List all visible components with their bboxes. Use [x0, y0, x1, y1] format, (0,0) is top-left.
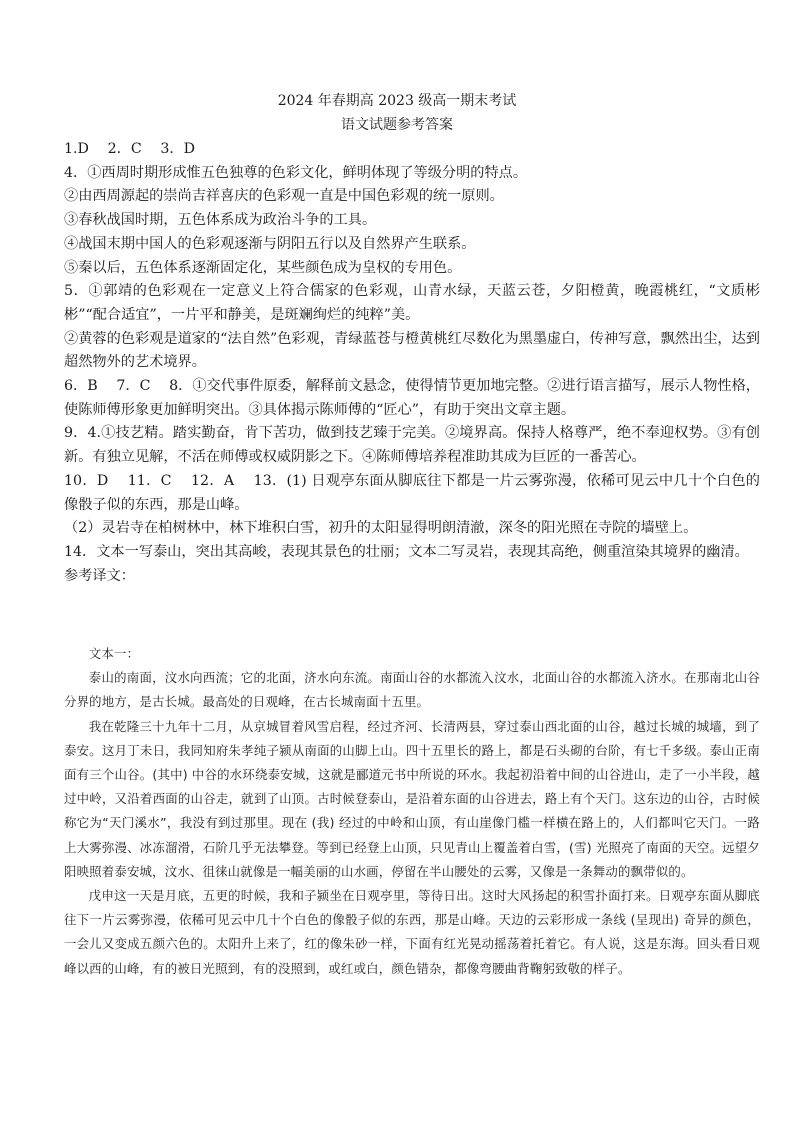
exam-title: 2024 年春期高 2023 级高一期末考试: [277, 93, 517, 109]
translation-paragraph: 戊申这一天是月底，五更的时候，我和子颍坐在日观亭里，等待日出。这时大风扬起的积雪扑面打来。日观亭东面从脚底往下一片云雾弥漫，依稀可见云中几十个白色的像骰子似的东西，那是山峰。天边的云彩形成一条线 (呈现出) 奇异的颜色，一会儿又变成五颜六色的。太阳升上来了，红的像朱砂一样，下面有红光晃动摇荡着托着它。有人说，这是东海。回头看日观峰以西的山峰，有的被日光照到，有的没照到，或红或白，颜色错杂，都像弯腰曲背鞠躬致敬的样子。: [64, 888, 760, 976]
translation-paragraph: 泰山的南面，汶水向西流；它的北面，济水向东流。南面山谷的水都流入汶水，北面山谷的水都流入济水。在那南北山谷分界的地方，是古长城。最高处的日观峰，在古长城南面十五里。: [64, 670, 760, 710]
answer-line-5-2: ②黄蓉的色彩观是道家的“法自然”色彩观，青绿蓝苍与橙黄桃红尽数化为黑墨虚白，传神写意，飘然出尘，达到超然物外的艺术境界。: [64, 330, 760, 371]
answer-key-subtitle: 语文试题参考答案: [341, 117, 453, 133]
reference-translation: [64, 642, 760, 981]
answer-line-9: 9．4.①技艺精。踏实勤奋，肯下苦功，做到技艺臻于完美。②境界高。保持人格尊严，绝不奉迎权势。③有创新。有独立见解，不活在师傅或权威阴影之下。④陈师傅培养程准助其成为巨匠的一番苦心。: [64, 425, 760, 466]
translation-text-label: 文本一：: [88, 646, 140, 661]
answer-line-14: 14．文本一写泰山，突出其高峻，表现其景色的壮丽；文本二写灵岩，表现其高绝，侧重渲染其境界的幽清。: [64, 543, 749, 560]
translation-paragraph: 我在乾隆三十九年十二月，从京城冒着风雪启程，经过齐河、长清两县，穿过泰山西北面的山谷，越过长城的城墙，到了泰安。这月丁未日，我同知府朱孝纯子颍从南面的山脚上山。四十五里长的路上，都是石头砌的台阶，有七千多级。泰山正南面有三个山谷。(其中) 中谷的水环绕泰安城，这就是郦道元书中所说的环水。我起初沿着中间的山谷进山，走了一小半段，越过中岭，又沿着西面的山谷走，就到了山顶。古时候登泰山，是沿着东面的山谷进去，路上有个天门。这东边的山谷，古时候称它为“天门溪水”，我没有到过那里。现在 (我) 经过的中岭和山顶，有山崖像门槛一样横在路上的，人们都叫它天门。一路上大雾弥漫、冰冻溜滑，石阶几乎无法攀登。等到已经登上山顶，只见青山上覆盖着白雪，(雪) 光照亮了南面的天空。远望夕阳映照着泰安城，汶水、徂徕山就像是一幅美丽的山水画，停留在半山腰处的云雾，又像是一条舞动的飘带似的。: [64, 718, 760, 879]
answer-line-4-5: ⑤秦以后，五色体系逐渐固定化，某些颜色成为皇权的专用色。: [64, 259, 462, 276]
answer-line-10-13: 10．D 11．C 12．A 13．(1) 日观亭东面从脚底往下都是一片云雾弥漫，依稀可见云中几十个白色的像骰子似的东西，那是山峰。: [64, 472, 760, 513]
answer-line-4-1: 4．①西周时期形成惟五色独尊的色彩文化，鲜明体现了等级分明的特点。: [64, 164, 528, 181]
answer-line-4-4: ④战国末期中国人的色彩观逐渐与阴阳五行以及自然界产生联系。: [64, 235, 476, 252]
translation-heading: 参考译文：: [64, 567, 135, 584]
answer-line-4-2: ②由西周源起的崇尚吉祥喜庆的色彩观一直是中国色彩观的统一原则。: [64, 188, 504, 205]
answer-line-1-3: 1.D 2．C 3．D: [64, 141, 195, 157]
answer-line-6-8: 6．B 7．C 8．①交代事件原委，解释前文悬念，使得情节更加地完整。②进行语言描写，展示人物性格，使陈师傅形象更加鲜明突出。③具体揭示陈师傅的“匠心”，有助于突出文章主题。: [64, 378, 760, 418]
answer-list: [64, 138, 760, 588]
answer-line-5-1: 5．①郭靖的色彩观在一定意义上符合儒家的色彩观，山青水绿，天蓝云苍，夕阳橙黄，晚霞桃红，“文质彬彬”“配合适宜”，一片平和静美，是斑斓绚烂的纯粹”美。: [64, 283, 760, 323]
answer-line-4-3: ③春秋战国时期，五色体系成为政治斗争的工具。: [64, 212, 377, 229]
answer-line-13-2: （2）灵岩寺在柏树林中，林下堆积白雪，初升的太阳显得明朗清澈，深冬的阳光照在寺院的墙壁上。: [64, 520, 698, 537]
